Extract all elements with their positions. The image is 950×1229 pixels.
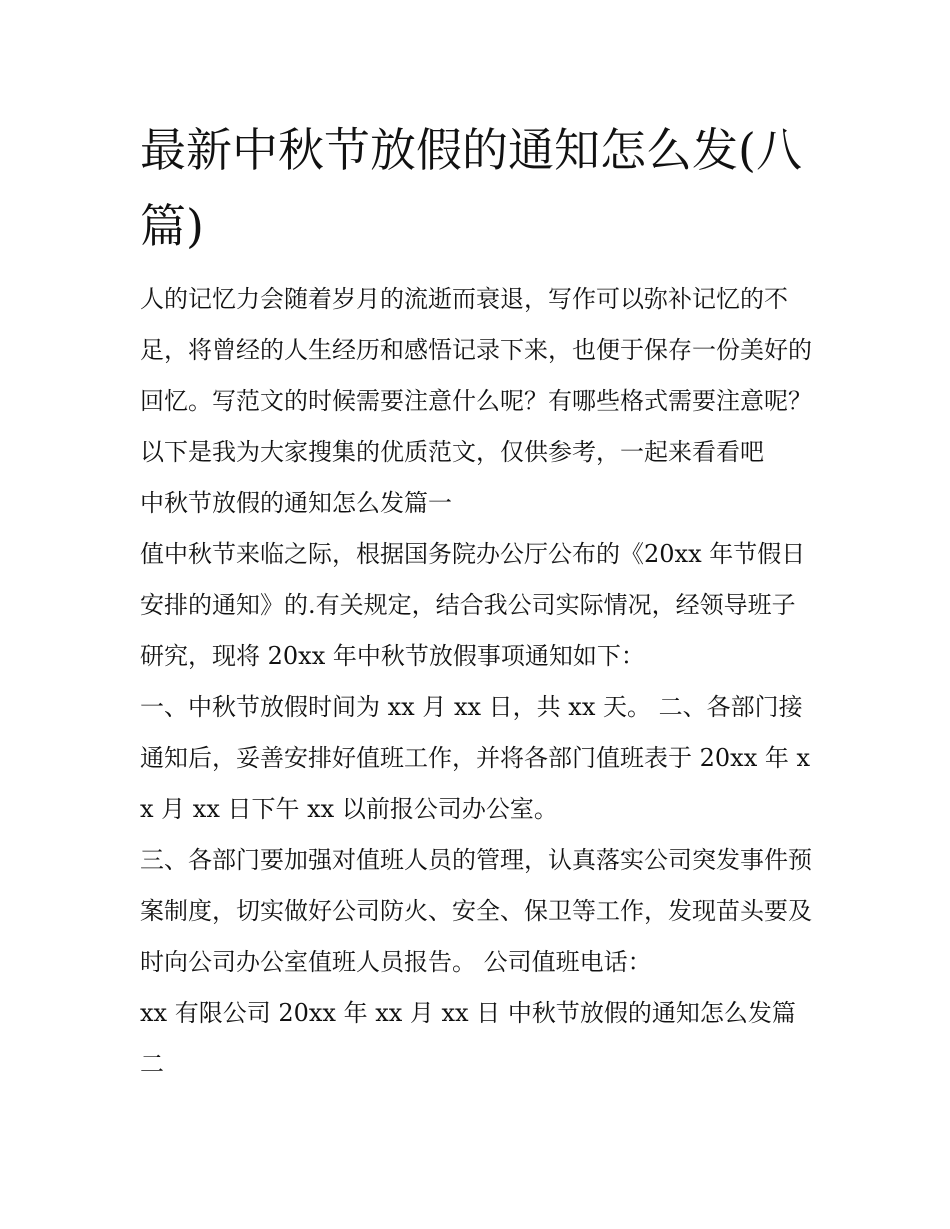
signature-line: xx 有限公司 20xx 年 xx 月 xx 日 中秋节放假的通知怎么发篇二: [140, 999, 796, 1078]
document-body: [140, 274, 812, 1090]
intro-paragraph: 人的记忆力会随着岁月的流逝而衰退，写作可以弥补记忆的不足，将曾经的人生经历和感悟记录下来，也便于保存一份美好的回忆。写范文的时候需要注意什么呢？有哪些格式需要注意呢？以下是我为大家搜集的优质范文，仅供参考，一起来看看吧: [140, 285, 812, 466]
section-heading: 中秋节放假的通知怎么发篇一: [140, 489, 452, 517]
notice-item-one-two: 一、中秋节放假时间为 xx 月 xx 日，共 xx 天。 二、各部门接通知后，妥善安排好值班工作，并将各部门值班表于 20xx 年 xx 月 xx 日下午 xx 以前报公司办公室。: [140, 693, 811, 823]
notice-item-three: 三、各部门要加强对值班人员的管理，认真落实公司突发事件预案制度，切实做好公司防火、安全、保卫等工作，发现苗头要及时向公司办公室值班人员报告。 公司值班电话：: [140, 846, 812, 976]
notice-paragraph: 值中秋节来临之际，根据国务院办公厅公布的《20xx 年节假日安排的通知》的.有关规定，结合我公司实际情况，经领导班子研究，现将 20xx 年中秋节放假事项通知如下：: [140, 540, 806, 670]
document-title: 最新中秋节放假的通知怎么发(八篇): [140, 123, 802, 253]
